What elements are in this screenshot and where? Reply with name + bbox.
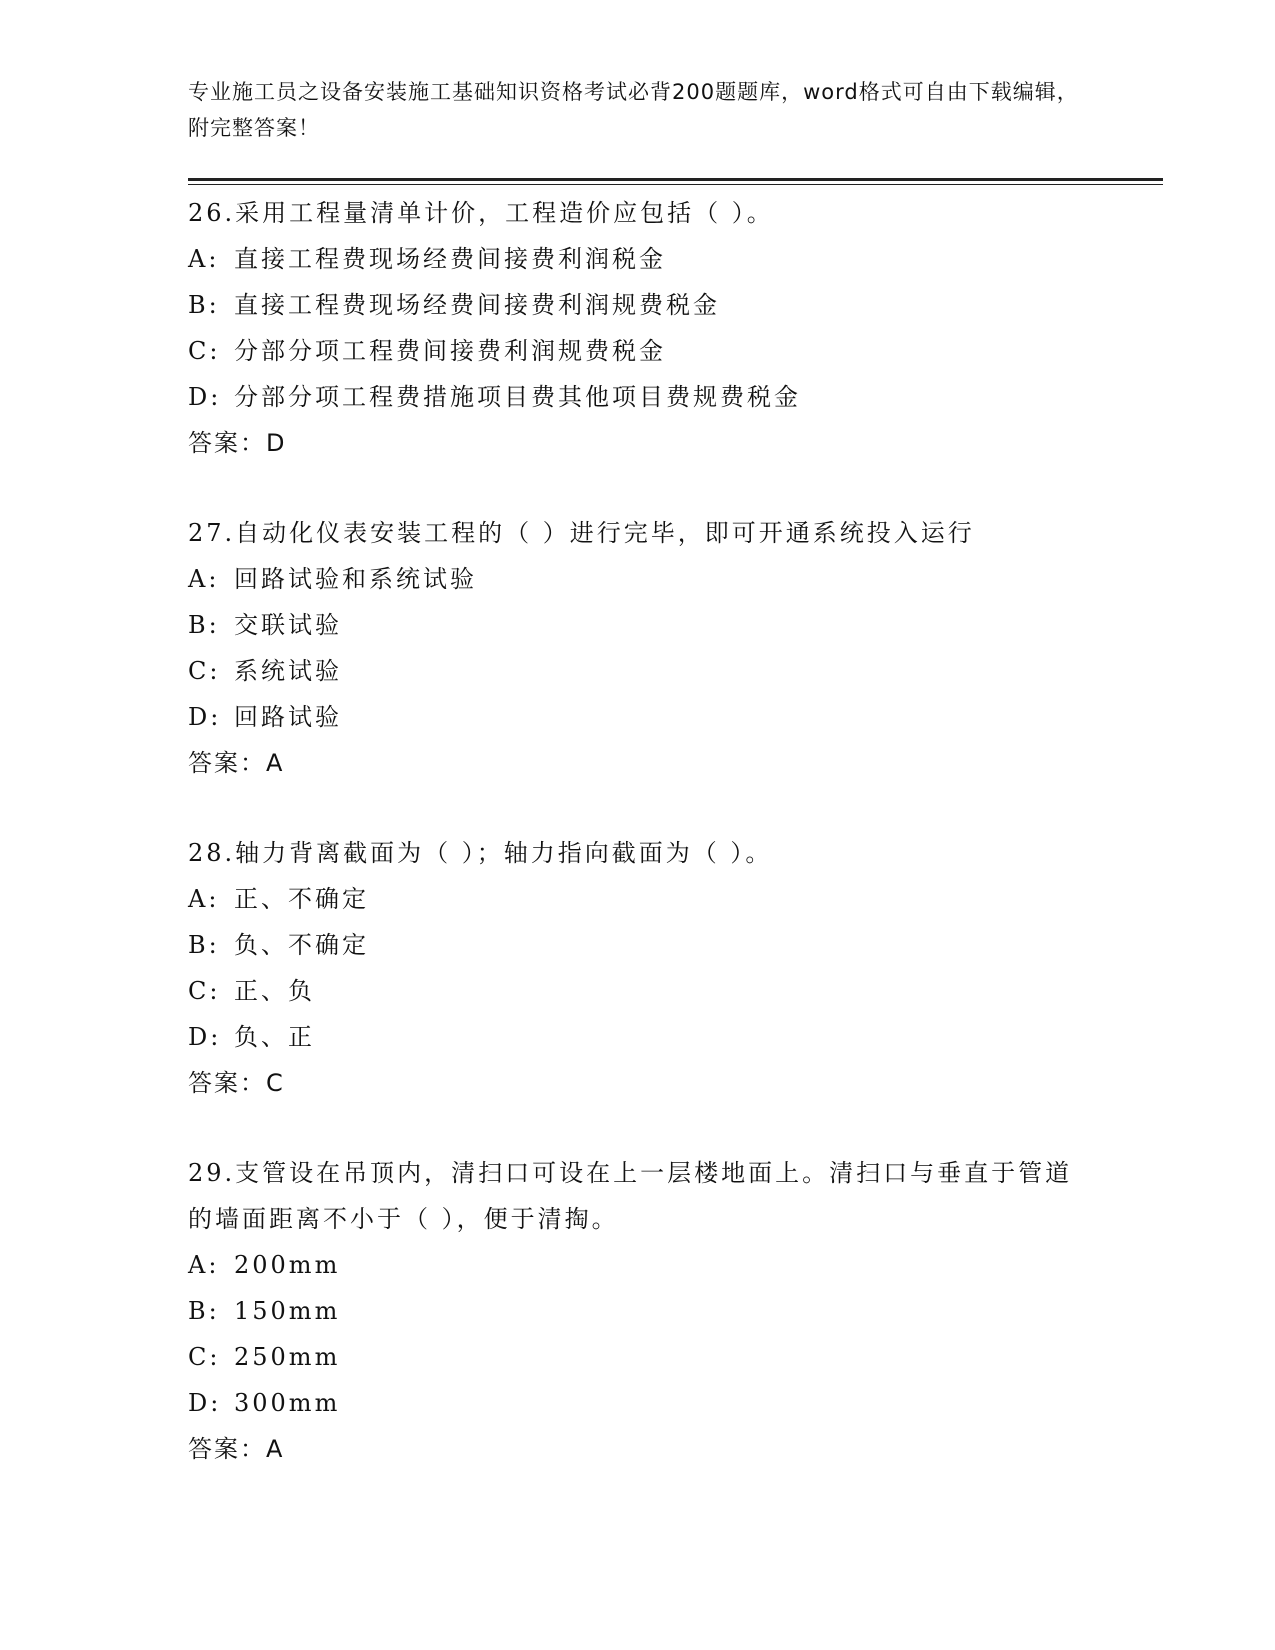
option-c	[188, 328, 1088, 374]
option-c	[188, 648, 1088, 694]
question-26	[188, 190, 1088, 466]
option-text: 150mm	[234, 1297, 341, 1325]
option-letter: C:	[188, 337, 221, 365]
option-letter: D:	[188, 703, 222, 731]
option-letter: D:	[188, 1023, 222, 1051]
option-letter: A:	[188, 565, 220, 593]
option-d	[188, 374, 1088, 420]
option-text: 分部分项工程费措施项目费其他项目费规费税金	[234, 383, 801, 411]
answer-line: 答案：C	[188, 1069, 285, 1097]
question-stem: 26.采用工程量清单计价，工程造价应包括（ ）。	[188, 199, 774, 227]
option-d	[188, 1380, 1088, 1426]
option-text: 分部分项工程费间接费利润规费税金	[234, 337, 666, 365]
option-letter: A:	[188, 1251, 220, 1279]
option-text: 正、不确定	[234, 885, 369, 913]
option-letter: D:	[188, 383, 222, 411]
document-title: 专业施工员之设备安装施工基础知识资格考试必背200题题库，word格式可自由下载编辑，附完整答案！	[188, 80, 1079, 140]
option-a	[188, 1242, 1088, 1288]
option-letter: A:	[188, 885, 220, 913]
option-letter: D:	[188, 1389, 222, 1417]
option-text: 回路试验和系统试验	[234, 565, 477, 593]
question-29	[188, 1150, 1088, 1472]
option-text: 系统试验	[234, 657, 342, 685]
option-b	[188, 602, 1088, 648]
option-text: 直接工程费现场经费间接费利润税金	[234, 245, 666, 273]
option-text: 负、正	[234, 1023, 315, 1051]
option-a	[188, 236, 1088, 282]
option-text: 负、不确定	[234, 931, 369, 959]
option-letter: A:	[188, 245, 220, 273]
option-b	[188, 922, 1088, 968]
option-letter: B:	[188, 1297, 220, 1325]
option-c	[188, 1334, 1088, 1380]
option-text: 交联试验	[234, 611, 342, 639]
question-stem: 28.轴力背离截面为（ ）；轴力指向截面为（ ）。	[188, 839, 773, 867]
option-d	[188, 1014, 1088, 1060]
option-letter: B:	[188, 931, 220, 959]
option-a	[188, 556, 1088, 602]
option-letter: B:	[188, 291, 220, 319]
option-text: 250mm	[234, 1343, 341, 1371]
header-divider-thick	[188, 178, 1163, 181]
option-text: 正、负	[234, 977, 315, 1005]
option-text: 直接工程费现场经费间接费利润规费税金	[234, 291, 720, 319]
answer-line: 答案：A	[188, 1435, 285, 1463]
option-b	[188, 282, 1088, 328]
option-letter: C:	[188, 657, 221, 685]
question-stem: 27.自动化仪表安装工程的（ ）进行完毕，即可开通系统投入运行	[188, 519, 975, 547]
question-27	[188, 510, 1088, 786]
option-d	[188, 694, 1088, 740]
option-text: 回路试验	[234, 703, 342, 731]
option-letter: C:	[188, 977, 221, 1005]
option-letter: B:	[188, 611, 220, 639]
option-b	[188, 1288, 1088, 1334]
option-letter: C:	[188, 1343, 221, 1371]
answer-line: 答案：A	[188, 749, 285, 777]
option-text: 200mm	[234, 1251, 341, 1279]
header-divider-thin	[188, 184, 1163, 185]
option-a	[188, 876, 1088, 922]
question-28	[188, 830, 1088, 1106]
option-c	[188, 968, 1088, 1014]
question-stem: 29.支管设在吊顶内，清扫口可设在上一层楼地面上。清扫口与垂直于管道的墙面距离不小于（ ），便于清掏。	[188, 1159, 1073, 1233]
answer-line: 答案：D	[188, 429, 287, 457]
option-text: 300mm	[234, 1389, 341, 1417]
